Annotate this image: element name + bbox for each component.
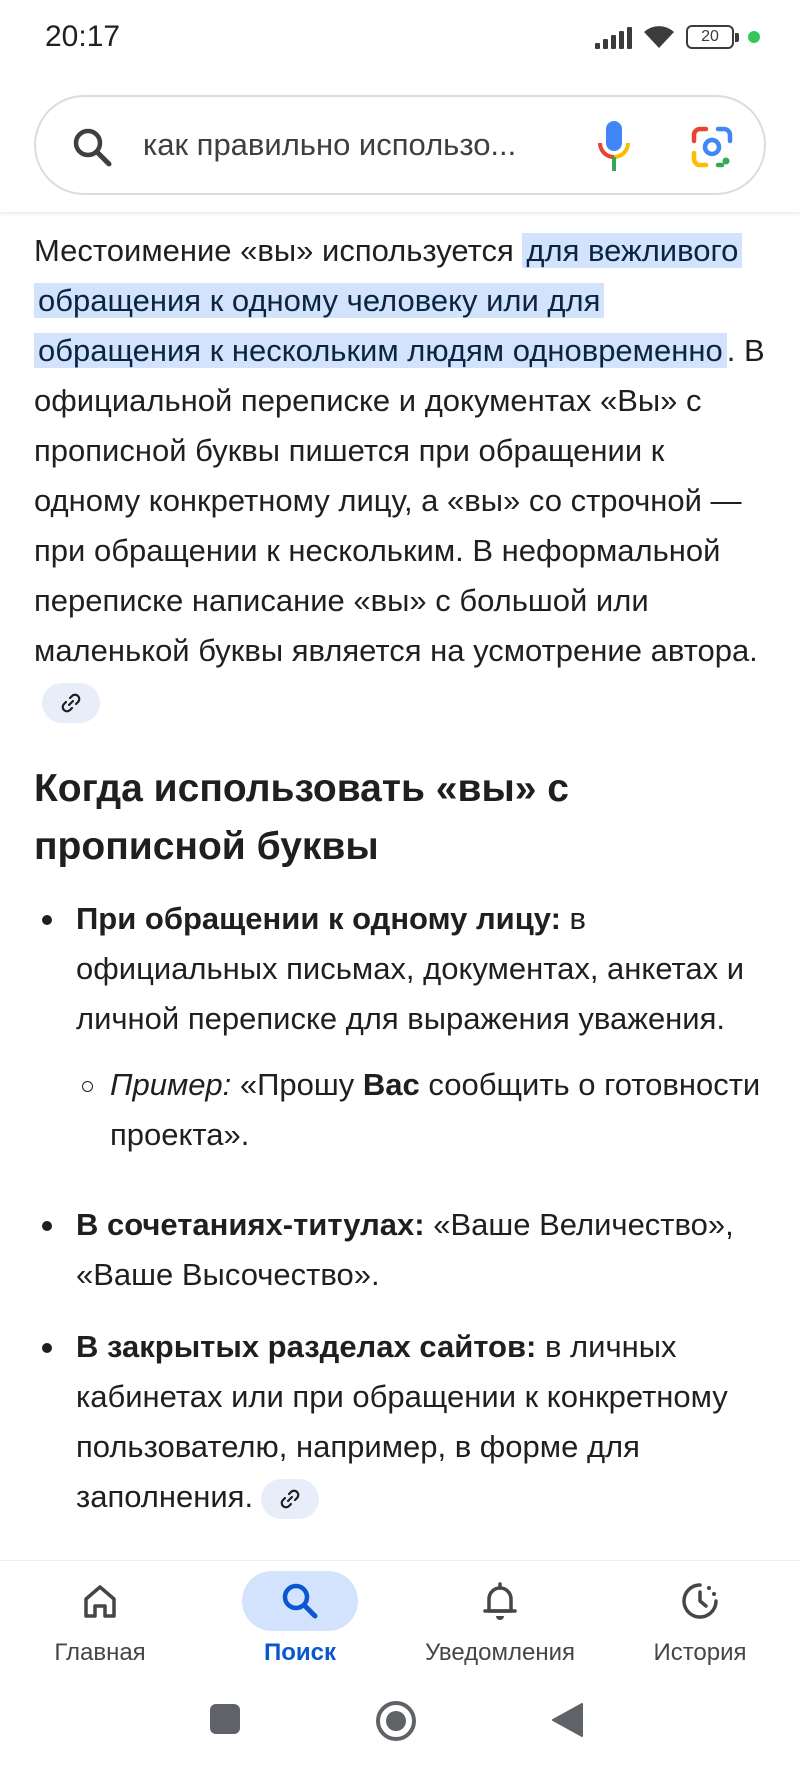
source-link-button[interactable] <box>261 1479 319 1519</box>
bullet-label: В закрытых разделах сайтов: <box>76 1329 537 1364</box>
example-label: Пример: <box>110 1067 232 1102</box>
google-lens-icon[interactable] <box>688 123 736 171</box>
nav-home[interactable] <box>0 1571 200 1671</box>
nav-notifications[interactable] <box>400 1571 600 1671</box>
list-item <box>34 894 766 1160</box>
nav-search-label: Поиск <box>263 1639 337 1666</box>
wifi-icon <box>642 24 676 50</box>
answer-content <box>0 212 800 1560</box>
list-item <box>34 1322 766 1522</box>
bullet-label: При обращении к одному лицу: <box>76 901 561 936</box>
system-navigation-bar <box>0 1670 800 1777</box>
back-button[interactable] <box>550 1702 584 1738</box>
bullet-list <box>34 894 766 1522</box>
example-text-start: «Прошу <box>231 1067 363 1102</box>
recent-apps-button[interactable] <box>208 1702 242 1736</box>
nav-search[interactable] <box>200 1571 400 1671</box>
bullet-text: в личных кабинетах или при обращении к конкретному пользователю, например, в форме для заполнения. <box>76 1329 728 1514</box>
list-item <box>34 1200 766 1300</box>
example-text-end: сообщить о готовности проекта». <box>110 1067 761 1152</box>
intro-text-start: Местоимение «вы» используется <box>34 233 523 268</box>
home-button[interactable] <box>375 1700 417 1742</box>
bottom-navigation <box>0 1560 800 1670</box>
mic-icon[interactable] <box>592 119 636 175</box>
search-icon[interactable] <box>70 125 114 169</box>
example-item <box>76 1060 766 1160</box>
sub-bullet-list <box>76 1060 766 1160</box>
source-link-button[interactable] <box>42 683 100 723</box>
intro-text-end: . В официальной переписке и документах «Вы» с прописной буквы пишется при обращении к одному конкретному лицу, а «вы» со строчной — при обращении к нескольким. В неформальной переписке написание «вы» с большой или маленькой буквы является на усмотрение автора. <box>34 333 765 668</box>
search-box[interactable] <box>34 95 766 195</box>
nav-notifications-label: Уведомления <box>424 1639 576 1666</box>
bullet-text: в официальных письмах, документах, анкетах и личной переписке для выражения уважения. <box>76 901 745 1036</box>
intro-paragraph <box>34 226 766 726</box>
battery-icon <box>686 25 734 49</box>
status-bar <box>0 0 800 80</box>
search-input[interactable]: как правильно использо... <box>143 127 517 162</box>
status-icons <box>595 24 760 50</box>
nav-home-label: Главная <box>54 1639 146 1666</box>
bell-icon <box>478 1579 522 1623</box>
home-icon <box>78 1579 122 1623</box>
bullet-label: В сочетаниях-титулах: <box>76 1207 425 1242</box>
section-title: Когда использовать «вы» с прописной буквы <box>34 767 569 868</box>
nav-history[interactable] <box>600 1571 800 1671</box>
link-icon <box>60 692 82 714</box>
status-time: 20:17 <box>45 20 121 53</box>
battery-level: 20 <box>701 28 719 45</box>
signal-icon <box>595 25 632 49</box>
history-icon <box>678 1579 722 1623</box>
highlighted-text: для вежливого обращения к одному человеку или для обращения к нескольким людям одновременно <box>34 233 742 368</box>
example-bold: Вас <box>362 1067 420 1102</box>
bullet-text: «Ваше Величество», «Ваше Высочество». <box>76 1207 734 1292</box>
privacy-indicator-dot <box>748 31 760 43</box>
link-icon <box>279 1488 301 1510</box>
nav-history-label: История <box>653 1639 747 1666</box>
search-header <box>0 80 800 212</box>
search-icon <box>278 1579 322 1623</box>
